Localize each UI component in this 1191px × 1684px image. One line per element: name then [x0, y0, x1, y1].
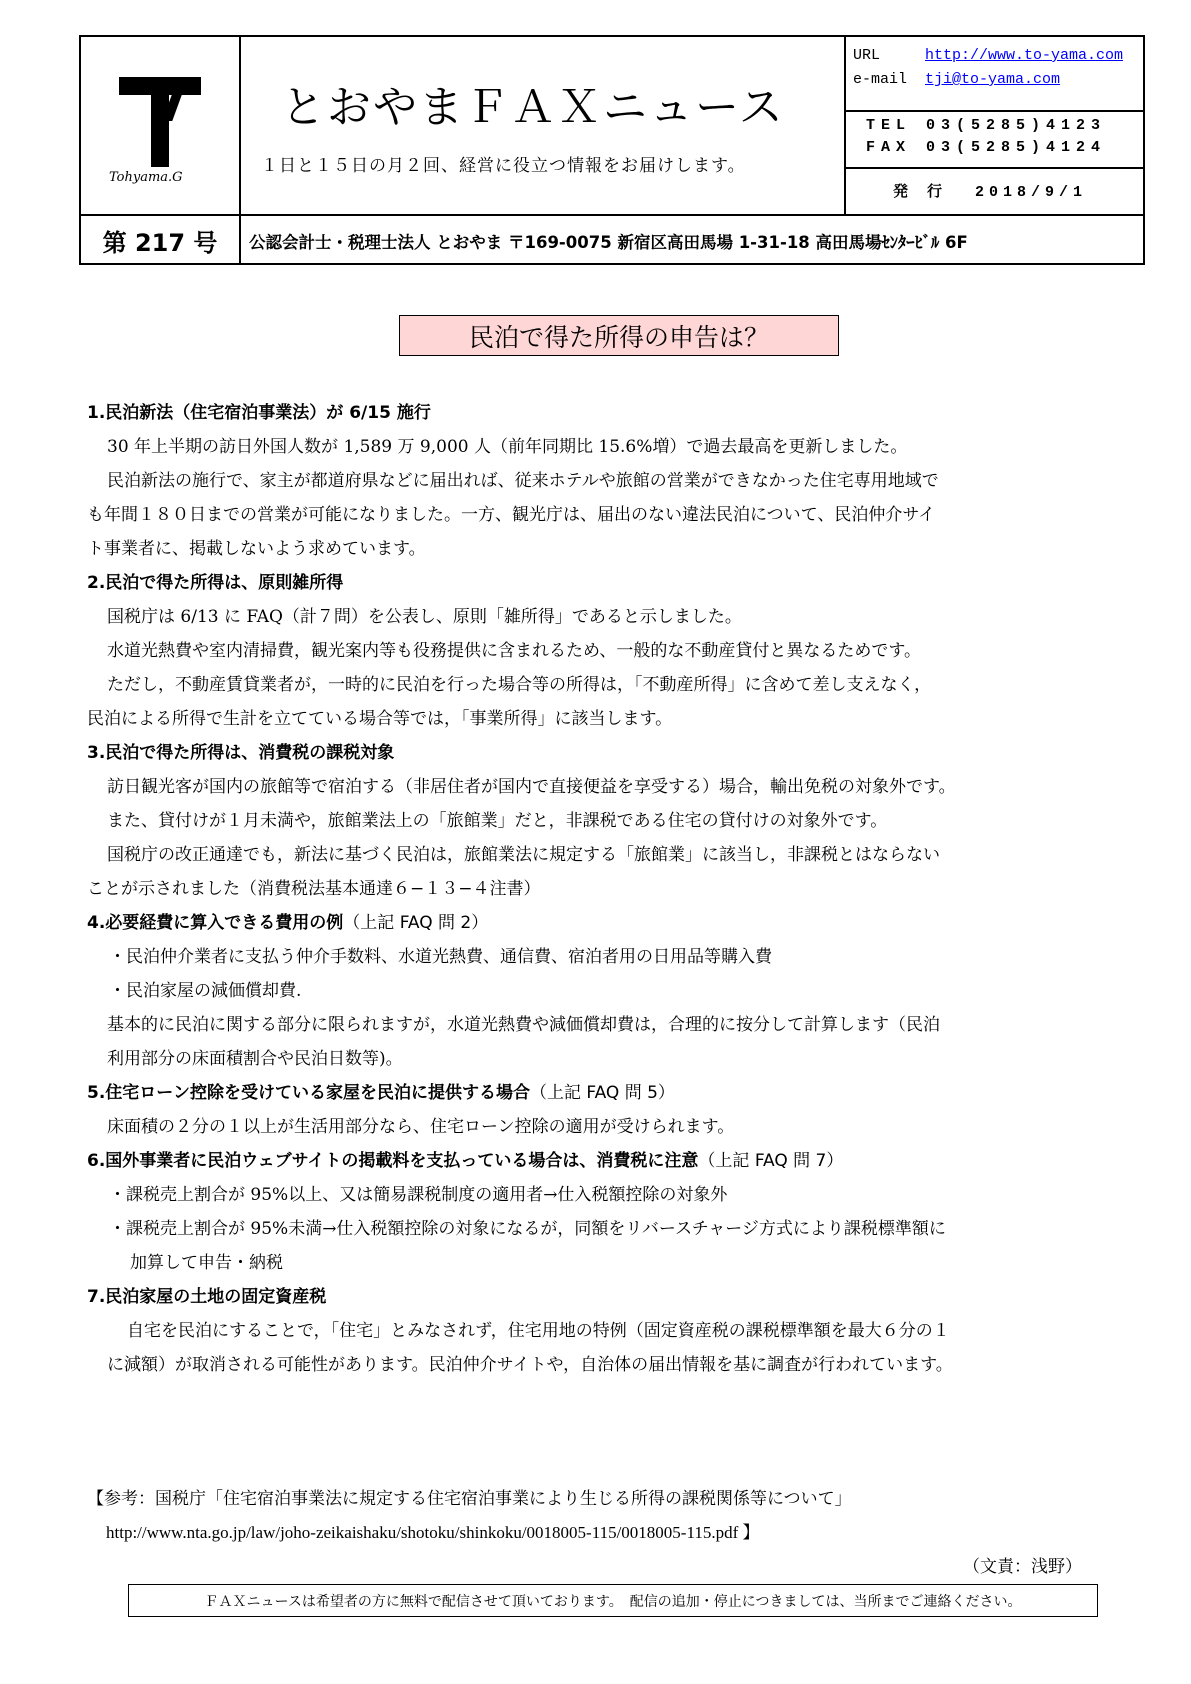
newsletter-title: とおやまＦＡＸニュース — [281, 82, 785, 133]
bullet-item: ・課税売上割合が 95%以上、又は簡易課税制度の適用者→仕入税額控除の対象外 — [109, 1185, 728, 1205]
paragraph: 水道光熱費や室内清掃費，観光案内等も役務提供に含まれるため、一般的な不動産貸付と異なるためです。 — [107, 641, 921, 661]
paragraph: ことが示されました（消費税法基本通達６−１３−４注書） — [87, 879, 541, 899]
tel-number: TEL 03(5285)4123 — [866, 117, 1107, 134]
section-heading-note: （上記 FAQ 問 7） — [698, 1151, 844, 1171]
paragraph: 30 年上半期の訪日外国人数が 1,589 万 9,000 人（前年同期比 15.6%増）で過去最高を更新しました。 — [107, 437, 908, 457]
paragraph: も年間１８０日までの営業が可能になりました。一方、観光庁は、届出のない違法民泊について、民泊仲介サイ — [87, 505, 936, 525]
section-heading — [87, 906, 1147, 940]
paragraph: 国税庁は 6/13 に FAQ（計７問）を公表し、原則「雑所得」であると示しました。 — [107, 607, 742, 627]
bullet-item-continued: 加算して申告・納税 — [130, 1253, 283, 1273]
section-heading: 2.民泊で得た所得は、原則雑所得 — [87, 573, 344, 593]
paragraph: ト事業者に、掲載しないよう求めています。 — [87, 539, 426, 559]
section-heading: 3.民泊で得た所得は、消費税の課税対象 — [87, 743, 395, 763]
url-row — [853, 47, 1123, 64]
section-heading — [87, 1076, 1147, 1110]
section-heading-text: 5.住宅ローン控除を受けている家屋を民泊に提供する場合 — [87, 1083, 530, 1103]
bullet-item: ・民泊仲介業者に支払う仲介手数料、水道光熱費、通信費、宿泊者用の日用品等購入費 — [109, 947, 772, 967]
paragraph: また、貸付けが１月未満や，旅館業法上の「旅館業」だと，非課税である住宅の貸付けの対象外です。 — [107, 811, 888, 831]
section-heading-text: 4.必要経費に算入できる費用の例 — [87, 913, 344, 933]
issue-date: 発 行 2018/9/1 — [893, 184, 1088, 201]
paragraph: 床面積の２分の１以上が生活用部分なら、住宅ローン控除の適用が受けられます。 — [107, 1117, 735, 1137]
url-label: URL — [853, 47, 881, 64]
section-heading — [87, 1144, 1147, 1178]
bullet-item: ・民泊家屋の減価償却費. — [109, 981, 302, 1001]
author-credit: （文責：浅野） — [963, 1557, 1082, 1577]
distribution-notice: ＦＡＸニュースは希望者の方に無料で配信させて頂いております。 配信の追加・停止につきましては、当所までご連絡ください。 — [128, 1584, 1098, 1617]
section-heading-text: 6.国外事業者に民泊ウェブサイトの掲載料を支払っている場合は、消費税に注意 — [87, 1151, 699, 1171]
article-body — [87, 396, 1147, 1382]
company-logo — [81, 37, 239, 214]
section-heading: 7.民泊家屋の土地の固定資産税 — [87, 1287, 327, 1307]
email-link[interactable]: tji@to-yama.com — [925, 71, 1061, 88]
newsletter-subtitle: １日と１５日の月２回、経営に役立つ情報をお届けします。 — [261, 156, 746, 176]
paragraph: 民泊による所得で生計を立てている場合等では，「事業所得」に該当します。 — [87, 709, 673, 729]
reference-url[interactable]: http://www.nta.go.jp/law/joho-zeikaishaku/shotoku/shinkoku/0018005-115/0018005-115.pdf 】 — [106, 1523, 760, 1542]
email-row — [853, 71, 1060, 88]
website-link[interactable]: http://www.to-yama.com — [925, 47, 1124, 64]
bullet-item: ・課税売上割合が 95%未満→仕入税額控除の対象になるが，同額をリバースチャージ方式により課税標準額に — [109, 1219, 946, 1239]
paragraph: 利用部分の床面積割合や民泊日数等)。 — [107, 1049, 403, 1069]
paragraph: 訪日観光客が国内の旅館等で宿泊する（非居住者が国内で直接便益を享受する）場合，輸出免税の対象外です。 — [107, 777, 956, 797]
paragraph: ただし，不動産賃貸業者が，一時的に民泊を行った場合等の所得は，「不動産所得」に含めて差し支えなく， — [107, 675, 932, 695]
newsletter-header — [79, 35, 1145, 265]
section-heading-note: （上記 FAQ 問 2） — [343, 913, 489, 933]
paragraph: 国税庁の改正通達でも，新法に基づく民泊は，旅館業法に規定する「旅館業」に該当し，非課税とはならない — [107, 845, 940, 865]
paragraph: 基本的に民泊に関する部分に限られますが，水道光熱費や減価償却費は，合理的に按分して計算します（民泊 — [107, 1015, 940, 1035]
article-headline: 民泊で得た所得の申告は？ — [399, 315, 839, 356]
fax-number: FAX 03(5285)4124 — [866, 139, 1107, 156]
company-address: 公認会計士・税理士法人 とおやま 〒169-0075 新宿区高田馬場 1-31-18 高田馬場ｾﾝﾀｰﾋﾞﾙ 6F — [249, 232, 968, 252]
section-heading-note: （上記 FAQ 問 5） — [529, 1083, 675, 1103]
issue-number: 第 217 号 — [102, 229, 218, 257]
paragraph: 民泊新法の施行で、家主が都道府県などに届出れば、従来ホテルや旅館の営業ができなかった住宅専用地域で — [107, 471, 939, 491]
email-label: e-mail — [853, 71, 908, 88]
logo-signature: Tohyama.G — [109, 170, 183, 185]
section-heading: 1.民泊新法（住宅宿泊事業法）が 6/15 施行 — [87, 403, 431, 423]
reference-title: 【参考：国税庁「住宅宿泊事業法に規定する住宅宿泊事業により生じる所得の課税関係等について」 — [87, 1489, 852, 1509]
paragraph: 自宅を民泊にすることで，「住宅」とみなされず，住宅用地の特例（固定資産税の課税標準額を最大６分の１ — [127, 1321, 950, 1341]
paragraph: に減額）が取消される可能性があります。民泊仲介サイトや，自治体の届出情報を基に調査が行われています。 — [107, 1355, 953, 1375]
